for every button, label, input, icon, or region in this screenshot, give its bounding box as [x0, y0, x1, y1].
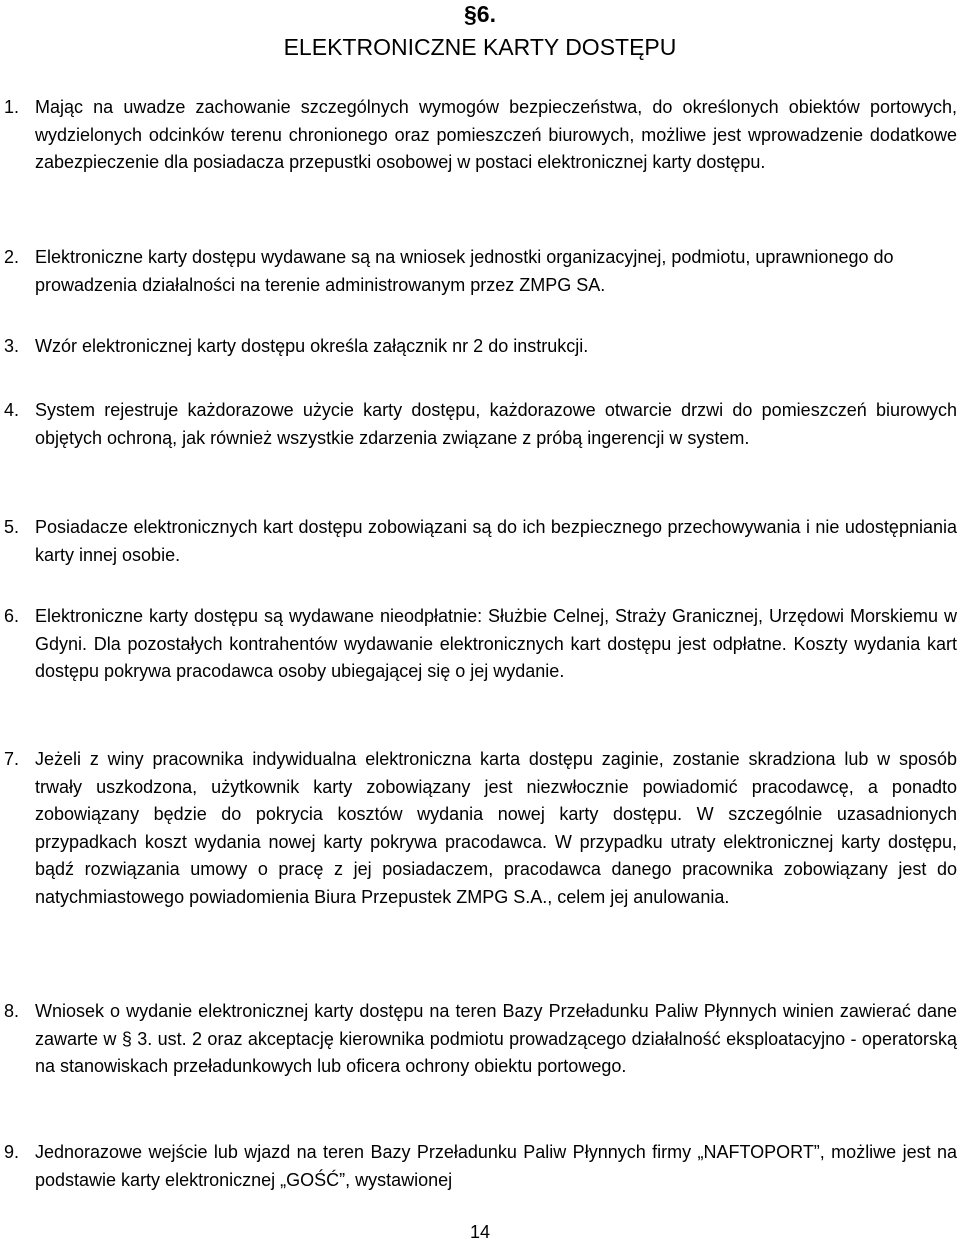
item-number: 4. [4, 400, 20, 420]
section-number: §6. [464, 1, 496, 27]
item-text: Jednorazowe wejście lub wjazd na teren Bazy Przeładunku Paliw Płynnych firmy „NAFTOPORT”, możliwe jest na podstawie karty elektronicznej „GOŚĆ”, wystawionej [35, 1142, 957, 1190]
item-text: Wniosek o wydanie elektronicznej karty dostępu na teren Bazy Przeładunku Paliw Płynnych winien zawierać dane zawarte w § 3. ust. 2 oraz akceptację kierownika podmiotu prowadzącego działalność eksploatacyjno - operatorską na stanowiskach przeładunkowych lub oficera ochrony obiektu portowego. [35, 1001, 957, 1076]
page-number: 14 [469, 1222, 491, 1242]
list-item-4 [0, 397, 960, 452]
item-number: 9. [4, 1142, 20, 1162]
item-text: System rejestruje każdorazowe użycie karty dostępu, każdorazowe otwarcie drzwi do pomieszczeń biurowych objętych ochroną, jak również wszystkie zdarzenia związane z próbą ingerencji w system. [35, 400, 957, 448]
item-number: 2. [4, 247, 20, 267]
list-item-1 [0, 94, 960, 177]
item-text: Jeżeli z winy pracownika indywidualna elektroniczna karta dostępu zaginie, zostanie skradziona lub w sposób trwały uszkodzona, użytkownik karty zobowiązany jest niezwłocznie powiadomić pracodawcę, a ponadto zobowiązany będzie do pokrycia kosztów wydania nowej karty dostępu. W szczególnie uzasadnionych przypadkach koszt wydania nowej karty pokrywa pracodawca. W przypadku utraty elektronicznej karty dostępu, bądź rozwiązania umowy o pracę z jej posiadaczem, pracodawca danego pracownika zobowiązany jest do natychmiastowego powiadomienia Biura Przepustek ZMPG S.A., celem jej anulowania. [35, 749, 957, 907]
list-item-7 [0, 746, 960, 911]
list-item-9 [0, 1139, 960, 1194]
section-title: ELEKTRONICZNE KARTY DOSTĘPU [283, 34, 677, 60]
item-number: 7. [4, 749, 20, 769]
item-number: 6. [4, 606, 20, 626]
list-item-8 [0, 998, 960, 1081]
item-text: Elektroniczne karty dostępu wydawane są na wniosek jednostki organizacyjnej, podmiotu, uprawnionego do prowadzenia działalności na terenie administrowanym przez ZMPG SA. [35, 247, 894, 295]
item-text: Elektroniczne karty dostępu są wydawane nieodpłatnie: Służbie Celnej, Straży Granicznej, Urzędowi Morskiemu w Gdyni. Dla pozostałych kontrahentów wydawanie elektronicznych kart dostępu jest odpłatne. Koszty wydania kart dostępu pokrywa pracodawca osoby ubiegającej się o jej wydanie. [35, 606, 957, 681]
list-item-2 [0, 244, 960, 299]
item-text: Wzór elektronicznej karty dostępu określa załącznik nr 2 do instrukcji. [35, 336, 589, 356]
list-item-5 [0, 514, 960, 569]
list-item-6 [0, 603, 960, 686]
item-text: Mając na uwadze zachowanie szczególnych wymogów bezpieczeństwa, do określonych obiektów portowych, wydzielonych odcinków terenu chronionego oraz pomieszczeń biurowych, możliwe jest wprowadzenie dodatkowe zabezpieczenie dla posiadacza przepustki osobowej w postaci elektronicznej karty dostępu. [35, 97, 957, 172]
item-number: 5. [4, 517, 20, 537]
list-item-3 [0, 333, 960, 361]
item-text: Posiadacze elektronicznych kart dostępu zobowiązani są do ich bezpiecznego przechowywania i nie udostępniania karty innej osobie. [35, 517, 957, 565]
item-number: 3. [4, 336, 20, 356]
item-number: 8. [4, 1001, 20, 1021]
item-number: 1. [4, 97, 20, 117]
